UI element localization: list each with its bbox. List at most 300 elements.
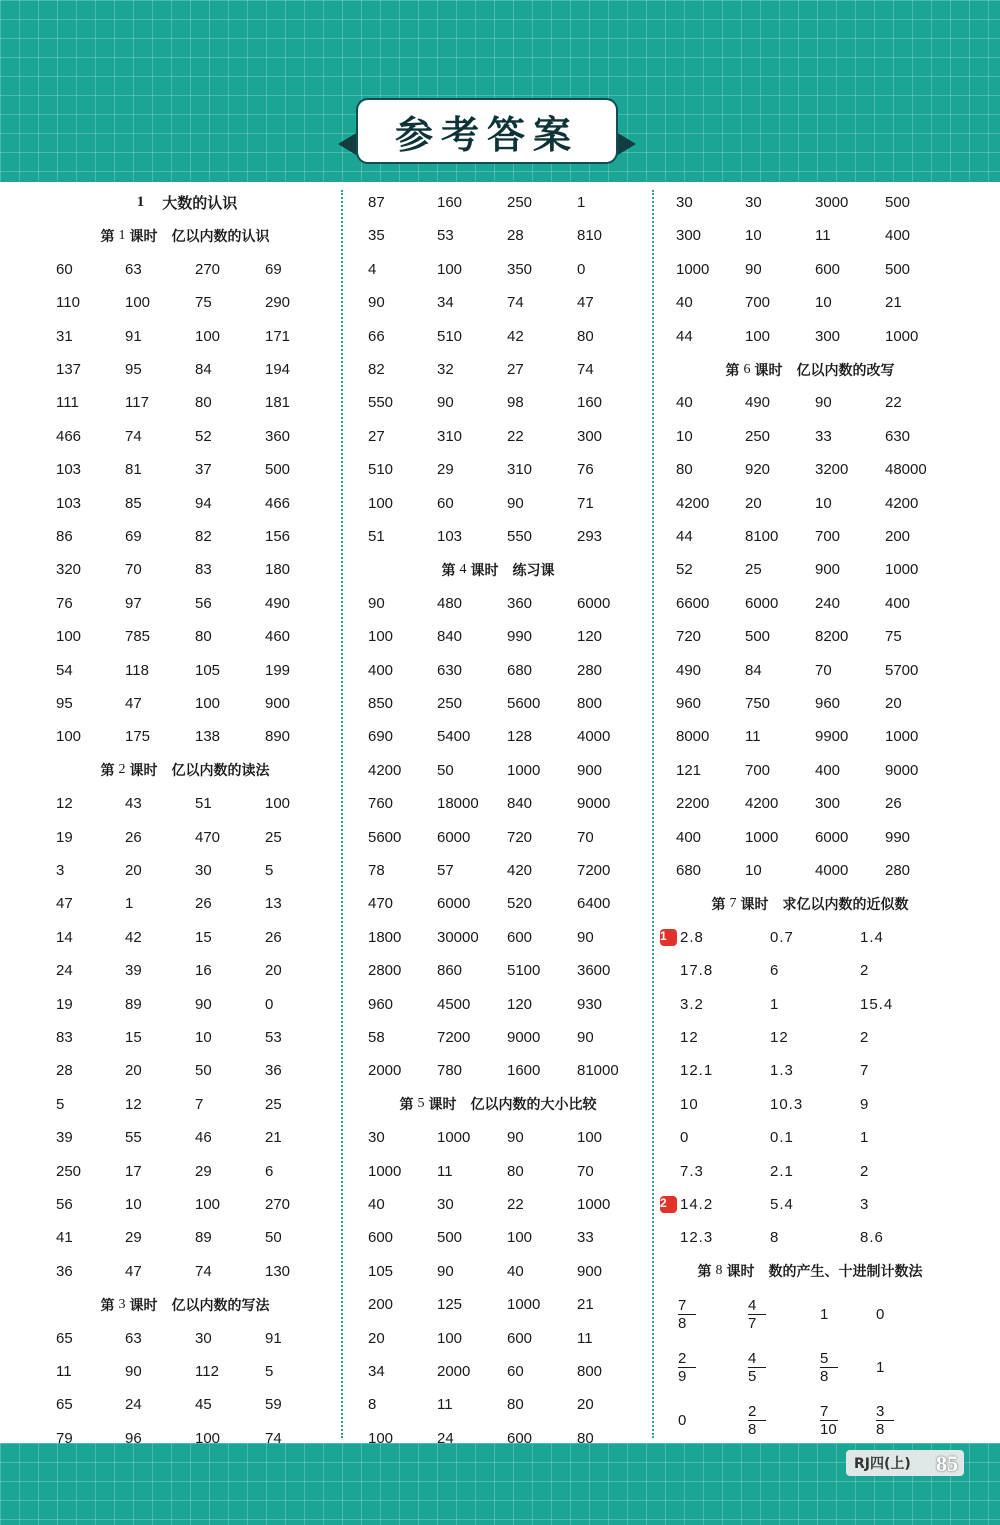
- fraction: [748, 1350, 766, 1385]
- answer-value: 91: [125, 327, 142, 345]
- answer-value: 400: [815, 761, 841, 779]
- answer-value: 180: [265, 561, 291, 579]
- ribbon-left-icon: [338, 132, 358, 156]
- answer-value: 7: [860, 1062, 870, 1080]
- answer-value: 20: [265, 962, 282, 980]
- answer-value: 19: [56, 995, 73, 1013]
- answer-value: 5600: [368, 828, 402, 846]
- answer-value: 22: [507, 1196, 524, 1213]
- answer-value: 360: [507, 594, 533, 612]
- answer-value: 56: [195, 594, 212, 612]
- answer-value: 90: [437, 394, 454, 412]
- answer-row: [660, 754, 960, 787]
- answer-value: 7.3: [680, 1162, 704, 1180]
- answer-value: 80: [577, 327, 594, 345]
- answer-value: 44: [676, 528, 693, 545]
- answer-value: 22: [885, 394, 902, 412]
- answer-value: 11: [56, 1363, 72, 1380]
- answer-row: [352, 386, 644, 419]
- lesson-prefix: 第: [100, 228, 115, 245]
- answer-row: [660, 1155, 960, 1188]
- lesson-number: 8: [715, 1263, 723, 1279]
- answer-value: 470: [195, 828, 221, 846]
- answer-row: [352, 954, 644, 987]
- answer-column-2: [352, 186, 644, 1447]
- answer-value: 90: [437, 1262, 454, 1280]
- answer-value: 84: [745, 661, 762, 679]
- answer-value: 58: [368, 1029, 385, 1046]
- answer-value: 200: [885, 528, 911, 545]
- answer-value: 250: [56, 1162, 82, 1180]
- answer-value: 293: [577, 528, 603, 545]
- answer-value: 24: [125, 1396, 142, 1414]
- fraction: [678, 1297, 696, 1332]
- answer-row: [660, 687, 960, 720]
- lesson-name: 亿以内数的大小比较: [470, 1097, 597, 1114]
- answer-value: 10: [745, 227, 762, 245]
- answer-value: 11: [815, 227, 831, 245]
- answer-row: [660, 620, 960, 653]
- answer-value: 44: [676, 327, 693, 345]
- answer-row: [40, 821, 330, 854]
- fraction-denominator: 8: [820, 1368, 829, 1386]
- fraction-numerator: 4: [748, 1350, 757, 1368]
- answer-value: 36: [265, 1062, 282, 1080]
- answer-value: 54: [56, 661, 73, 679]
- answer-value: 110: [56, 294, 80, 312]
- fraction-numerator: 4: [748, 1297, 757, 1315]
- column-divider: [652, 190, 654, 1438]
- answer-value: 550: [368, 394, 394, 412]
- answer-row: [352, 1388, 644, 1421]
- answer-value: 85: [125, 494, 142, 512]
- answer-value: 100: [195, 695, 221, 712]
- answer-value: 60: [507, 1363, 524, 1380]
- answer-value: 27: [368, 427, 385, 445]
- answer-value: 25: [265, 828, 282, 846]
- answer-value: 56: [56, 1196, 73, 1213]
- answer-value: 130: [265, 1262, 291, 1280]
- answer-value: 11: [745, 728, 761, 746]
- answer-value: 30: [195, 1329, 212, 1347]
- answer-value: 28: [56, 1062, 73, 1080]
- answer-row: [352, 219, 644, 252]
- answer-value: 89: [195, 1229, 212, 1247]
- answer-value: 12.1: [680, 1062, 714, 1080]
- answer-value: 11: [437, 1162, 453, 1180]
- answer-value: 53: [437, 227, 454, 245]
- answer-value: 21: [577, 1296, 594, 1314]
- answer-row: [352, 687, 644, 720]
- lesson-prefix: 第: [725, 362, 740, 379]
- answer-value: 156: [265, 528, 291, 545]
- answer-value: 6600: [676, 594, 710, 612]
- answer-row: [40, 854, 330, 887]
- answer-value: 960: [815, 695, 841, 712]
- answer-value: 30: [195, 862, 212, 879]
- answer-value: 29: [125, 1229, 142, 1247]
- answer-value: 1.3: [770, 1062, 794, 1080]
- answer-value: 6: [770, 962, 780, 980]
- answer-value: 1: [577, 194, 586, 211]
- answer-row: [352, 1021, 644, 1054]
- lesson-suffix: 课时: [129, 1297, 158, 1314]
- answer-value: 350: [507, 260, 533, 278]
- answer-value: 26: [885, 795, 902, 813]
- answer-value: 600: [507, 1329, 533, 1347]
- answer-row: [660, 219, 960, 252]
- chapter-heading: [40, 186, 330, 219]
- answer-value: 100: [368, 628, 394, 646]
- fraction-denominator: 8: [678, 1315, 687, 1333]
- answer-value: 100: [56, 728, 82, 746]
- answer-value: 90: [577, 1029, 594, 1046]
- lesson-prefix: 第: [697, 1264, 712, 1281]
- answer-value: 29: [195, 1162, 212, 1180]
- answer-value: 75: [885, 628, 902, 646]
- answer-row: [660, 1221, 960, 1254]
- answer-row: [660, 453, 960, 486]
- answer-value: 90: [507, 1129, 524, 1147]
- fraction: [876, 1403, 894, 1438]
- lesson-heading: [352, 1088, 644, 1121]
- answer-value: 0: [876, 1306, 885, 1324]
- answer-value: 510: [368, 461, 394, 479]
- question-badge: 2: [660, 1196, 677, 1213]
- answer-value: 280: [577, 661, 603, 679]
- answer-value: 24: [437, 1429, 454, 1447]
- answer-value: 21: [265, 1129, 282, 1147]
- answer-value: 51: [368, 528, 385, 545]
- answer-row: [660, 1054, 960, 1087]
- answer-value: 240: [815, 594, 841, 612]
- answer-value: 1: [770, 995, 780, 1013]
- answer-value: 900: [577, 761, 603, 779]
- answer-value: 1800: [368, 928, 402, 946]
- answer-row: [40, 487, 330, 520]
- lesson-prefix: 第: [100, 1297, 115, 1314]
- answer-value: 90: [745, 260, 762, 278]
- answer-value: 250: [507, 194, 533, 211]
- lesson-heading: [40, 754, 330, 787]
- answer-value: 181: [265, 394, 291, 412]
- answer-value: 47: [577, 294, 594, 312]
- answer-value: 40: [507, 1262, 524, 1280]
- answer-value: 81000: [577, 1062, 619, 1080]
- answer-value: 1000: [885, 327, 919, 345]
- answer-row: [660, 553, 960, 586]
- answer-value: 800: [577, 695, 603, 712]
- answer-value: 11: [577, 1329, 593, 1347]
- answer-value: 100: [125, 294, 151, 312]
- answer-value: 5600: [507, 695, 541, 712]
- answer-value: 100: [195, 1196, 221, 1213]
- answer-value: 1000: [676, 260, 710, 278]
- answer-value: 550: [507, 528, 533, 545]
- lesson-prefix: 第: [399, 1097, 414, 1114]
- answer-row: [40, 1221, 330, 1254]
- answer-value: 2.1: [770, 1162, 794, 1180]
- answer-value: 26: [125, 828, 142, 846]
- answer-value: 8: [368, 1396, 377, 1414]
- answer-value: 500: [437, 1229, 463, 1247]
- answer-value: 890: [265, 728, 291, 746]
- answer-row: [40, 921, 330, 954]
- answer-value: 65: [56, 1329, 73, 1347]
- answer-value: 0: [680, 1129, 690, 1147]
- answer-row: [352, 320, 644, 353]
- fraction-denominator: 8: [876, 1421, 885, 1439]
- answer-column-3: [660, 186, 960, 1442]
- answer-value: 82: [368, 361, 385, 378]
- answer-value: 600: [815, 260, 841, 278]
- answer-value: 990: [885, 828, 911, 846]
- answer-value: 16: [195, 962, 212, 980]
- answer-value: 2200: [676, 795, 710, 813]
- answer-row: [352, 1121, 644, 1154]
- answer-value: 118: [125, 661, 149, 679]
- lesson-suffix: 课时: [754, 362, 783, 379]
- fraction: [820, 1403, 838, 1438]
- answer-value: 30: [368, 1129, 385, 1147]
- answer-row: [40, 654, 330, 687]
- fraction-numerator: 7: [820, 1403, 829, 1421]
- answer-value: 2: [860, 1029, 870, 1046]
- answer-value: 171: [265, 327, 291, 345]
- answer-value: 1000: [885, 728, 919, 746]
- answer-row: [352, 1221, 644, 1254]
- answer-value: 98: [507, 394, 524, 412]
- answer-row: [40, 253, 330, 286]
- answer-value: 90: [507, 494, 524, 512]
- answer-value: 8: [770, 1229, 780, 1247]
- answer-value: 0: [678, 1412, 687, 1430]
- lesson-suffix: 课时: [740, 896, 769, 913]
- answer-value: 70: [815, 661, 832, 679]
- answer-value: 50: [437, 761, 454, 779]
- answer-value: 82: [195, 528, 212, 545]
- answer-row: [660, 186, 960, 219]
- answer-row: [660, 1121, 960, 1154]
- answer-value: 250: [437, 695, 463, 712]
- answer-value: 490: [265, 594, 291, 612]
- answer-value: 34: [437, 294, 454, 312]
- answer-row: [660, 720, 960, 753]
- answer-value: 20: [125, 862, 142, 879]
- answer-row: [660, 988, 960, 1021]
- answer-row: [352, 1355, 644, 1388]
- answer-value: 120: [577, 628, 603, 646]
- answer-value: 400: [368, 661, 394, 679]
- answer-value: 12: [125, 1095, 142, 1113]
- answer-value: 96: [125, 1429, 142, 1447]
- answer-row: [352, 1422, 644, 1455]
- answer-value: 15.4: [860, 995, 894, 1013]
- answer-value: 103: [437, 528, 463, 545]
- answer-row: [660, 654, 960, 687]
- answer-value: 360: [265, 427, 291, 445]
- answer-value: 31: [56, 327, 73, 345]
- answer-row: [352, 286, 644, 319]
- answer-column-1: [40, 186, 330, 1447]
- answer-value: 8200: [815, 628, 849, 646]
- answer-row: [660, 587, 960, 620]
- answer-row: [40, 1121, 330, 1154]
- fraction: [820, 1350, 838, 1385]
- fraction-row: [660, 1394, 960, 1447]
- answer-value: 63: [125, 260, 142, 278]
- answer-value: 5: [56, 1095, 65, 1113]
- answer-value: 80: [195, 628, 212, 646]
- answer-value: 990: [507, 628, 533, 646]
- answer-row: [352, 253, 644, 286]
- answer-value: 7: [195, 1095, 204, 1113]
- answer-value: 79: [56, 1429, 73, 1447]
- answer-value: 6000: [577, 594, 611, 612]
- answer-value: 5700: [885, 661, 919, 679]
- answer-value: 10: [745, 862, 762, 879]
- answer-value: 90: [368, 594, 385, 612]
- fraction-denominator: 5: [748, 1368, 757, 1386]
- answer-value: 52: [676, 561, 693, 579]
- answer-row: [40, 1021, 330, 1054]
- answer-row: [660, 320, 960, 353]
- lesson-suffix: 课时: [428, 1097, 457, 1114]
- column-divider: [341, 190, 343, 1438]
- answer-row: [40, 386, 330, 419]
- answer-value: 490: [676, 661, 702, 679]
- answer-row: [660, 1088, 960, 1121]
- answer-value: 480: [437, 594, 463, 612]
- answer-value: 25: [745, 561, 762, 579]
- answer-value: 4000: [815, 862, 849, 879]
- answer-value: 0.1: [770, 1129, 794, 1147]
- answer-value: 1600: [507, 1062, 541, 1080]
- answer-value: 63: [125, 1329, 142, 1347]
- lesson-number: 6: [743, 361, 751, 377]
- fraction-denominator: 9: [678, 1368, 687, 1386]
- answer-value: 0: [577, 260, 586, 278]
- answer-value: 69: [125, 528, 142, 545]
- lesson-name: 练习课: [512, 562, 555, 579]
- answer-value: 10: [815, 494, 832, 512]
- answer-value: 290: [265, 294, 291, 312]
- answer-value: 74: [577, 361, 594, 378]
- answer-value: 53: [265, 1029, 282, 1046]
- answer-row: [352, 921, 644, 954]
- answer-row: [352, 887, 644, 920]
- answer-value: 3000: [815, 194, 849, 211]
- answer-row: [40, 553, 330, 586]
- answer-row: [352, 186, 644, 219]
- answer-value: 137: [56, 361, 82, 378]
- answer-value: 10: [125, 1196, 142, 1213]
- answer-value: 1000: [437, 1129, 471, 1147]
- answer-value: 1: [876, 1359, 885, 1377]
- answer-value: 103: [56, 461, 82, 479]
- answer-value: 78: [368, 862, 385, 879]
- answer-value: 1.4: [860, 928, 884, 946]
- answer-value: 9000: [577, 795, 611, 813]
- answer-value: 41: [56, 1229, 73, 1247]
- title-plate: [340, 100, 634, 162]
- answer-value: 6: [265, 1162, 274, 1180]
- answer-row: [660, 1021, 960, 1054]
- answer-row: [660, 854, 960, 887]
- fraction-numerator: 3: [876, 1403, 885, 1421]
- answer-value: 29: [437, 461, 454, 479]
- answer-value: 9000: [885, 761, 919, 779]
- answer-value: 87: [368, 194, 385, 211]
- page-number: 85: [936, 1451, 958, 1476]
- answer-value: 500: [265, 461, 291, 479]
- answer-row: [352, 1288, 644, 1321]
- answer-value: 750: [745, 695, 771, 712]
- answer-value: 12: [56, 795, 73, 813]
- answer-row: [40, 954, 330, 987]
- answer-value: 91: [265, 1329, 282, 1347]
- answer-value: 37: [195, 461, 212, 479]
- answer-value: 10: [680, 1095, 699, 1113]
- answer-value: 19: [56, 828, 73, 846]
- answer-value: 125: [437, 1296, 463, 1314]
- answer-value: 15: [195, 928, 212, 946]
- page-title: 参考答案: [358, 100, 616, 162]
- answer-row: [352, 821, 644, 854]
- chapter-number: 1: [136, 194, 145, 210]
- answer-value: 700: [745, 294, 771, 312]
- answer-value: 900: [815, 561, 841, 579]
- answer-row: [40, 420, 330, 453]
- answer-row: [40, 620, 330, 653]
- answer-row: [660, 253, 960, 286]
- answer-row: [352, 654, 644, 687]
- answer-value: 6400: [577, 895, 611, 913]
- answer-value: 70: [125, 561, 142, 579]
- edition-tag: [846, 1450, 964, 1476]
- answer-value: 27: [507, 361, 524, 378]
- answer-value: 55: [125, 1129, 142, 1147]
- answer-value: 9000: [507, 1029, 541, 1046]
- answer-value: 600: [368, 1229, 394, 1247]
- answer-value: 800: [577, 1363, 603, 1380]
- answer-value: 1000: [577, 1196, 611, 1213]
- answer-value: 35: [368, 227, 385, 245]
- answer-value: 690: [368, 728, 394, 746]
- answer-value: 86: [56, 528, 73, 545]
- answer-value: 600: [507, 1429, 533, 1447]
- answer-row: [660, 487, 960, 520]
- answer-value: 840: [437, 628, 463, 646]
- answer-value: 111: [56, 394, 79, 412]
- answer-value: 84: [195, 361, 212, 378]
- lesson-suffix: 课时: [470, 562, 499, 579]
- answer-value: 70: [577, 1162, 594, 1180]
- answer-value: 80: [507, 1162, 524, 1180]
- answer-value: 310: [507, 461, 533, 479]
- answer-value: 4200: [885, 494, 919, 512]
- answer-value: 12: [770, 1029, 789, 1046]
- fraction-numerator: 5: [820, 1350, 829, 1368]
- answer-value: 5: [265, 1363, 274, 1380]
- answer-value: 42: [507, 327, 524, 345]
- answer-value: 57: [437, 862, 454, 879]
- answer-value: 48000: [885, 461, 927, 479]
- answer-value: 20: [368, 1329, 385, 1347]
- answer-row: [40, 1388, 330, 1421]
- answer-value: 4200: [745, 795, 779, 813]
- answer-value: 840: [507, 795, 533, 813]
